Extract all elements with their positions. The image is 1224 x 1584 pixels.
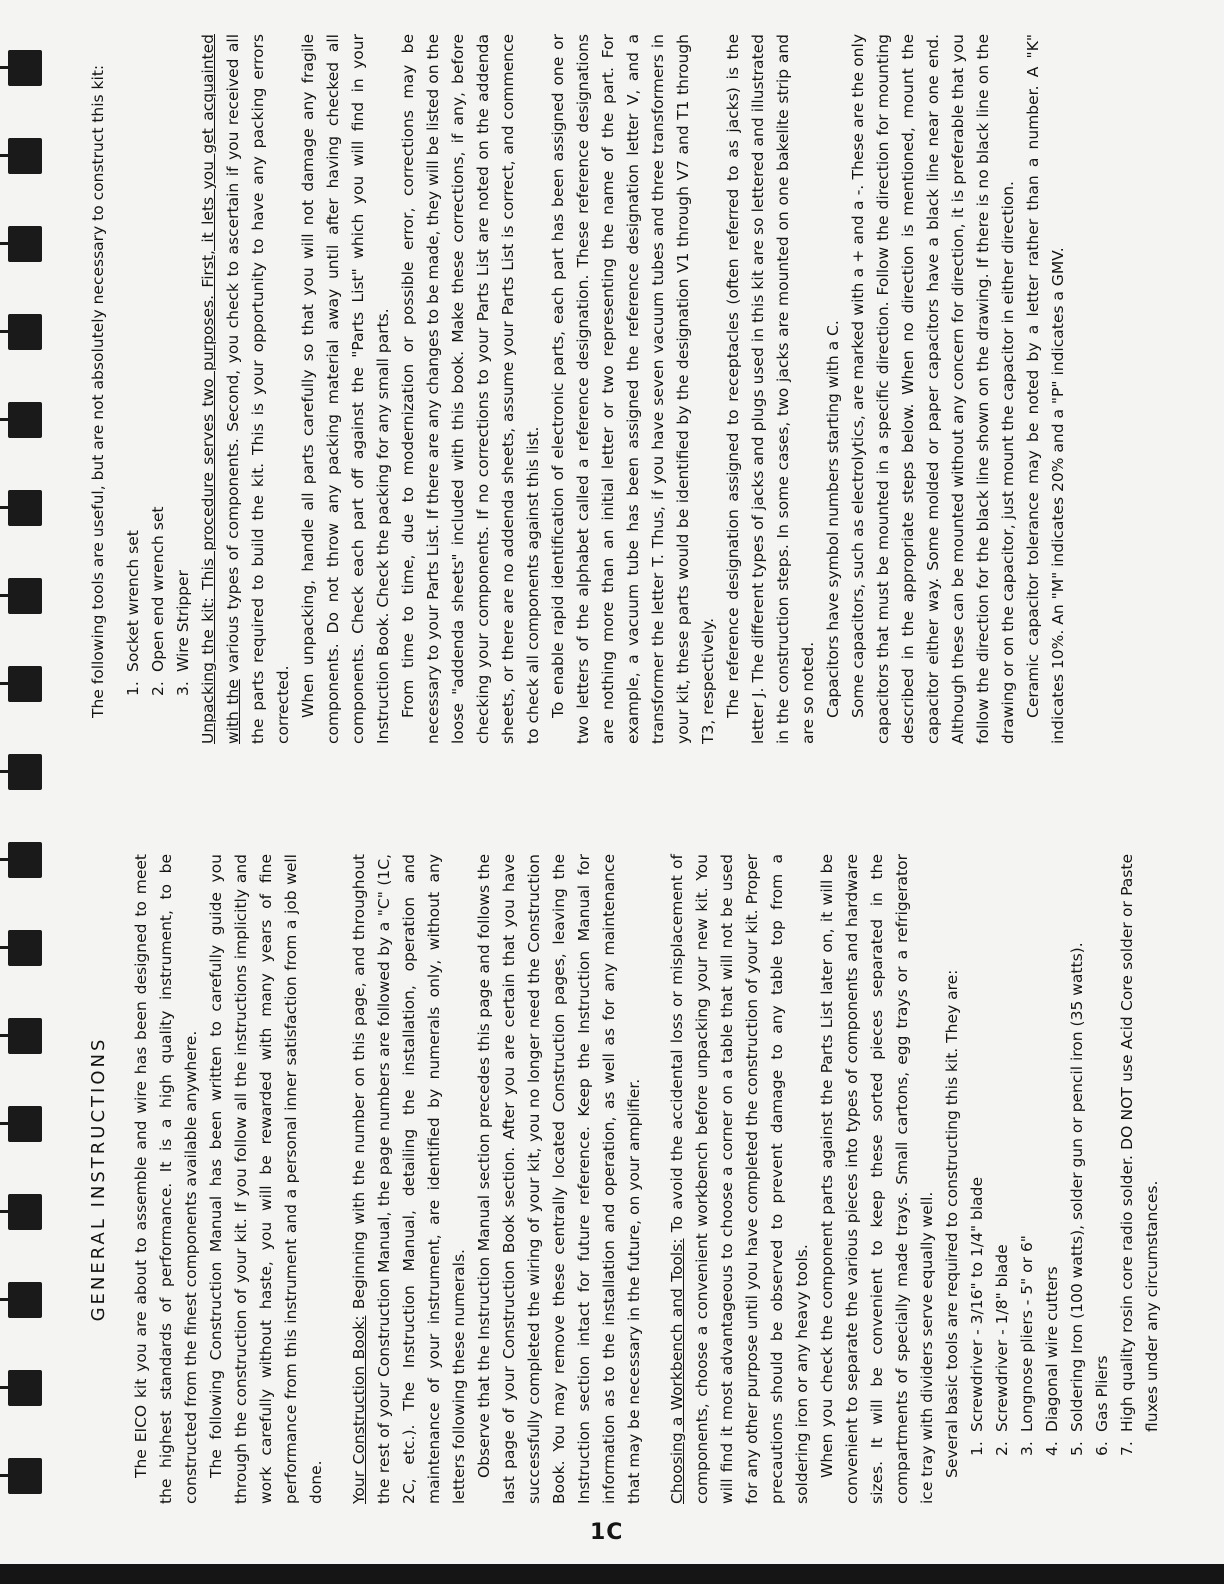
basic-tools-list [965,854,1165,1504]
list-text: Soldering Iron (100 watts), solder gun or pencil iron (35 watts). [1068,942,1086,1432]
binder-hole [8,1194,42,1230]
list-number: 7. [1118,1441,1136,1456]
list-text: Wire Stripper [174,570,192,672]
jacks-paragraph: The reference designation assigned to receptacles (often referred to as jacks) is the letter J. The different types of jacks and plugs used in this kit are so lettered and illustrated in the construction steps. In some cases, two jacks are mounted on one bakelite strip and are so noted. [724,34,817,744]
basic-tools-intro: Several basic tools are required to constructing this kit. They are: [943,969,961,1478]
unpacking-underlined-text: This procedure serves two purposes. First, it lets you get acquainted with the [199,34,242,744]
binder-hole [8,578,42,614]
binder-hole [8,930,42,966]
list-text: Open end wrench set [149,506,167,672]
manual-paragraph: The following Construction Manual has been written to carefully guide you through the construction of your kit. If you follow all the instructions implicitly and work carefully without haste, you will be rewarded with many years of fine performance from this instrument and a personal inner satisfaction from a job well done. [207,854,325,1504]
useful-tools-list [121,34,196,744]
list-number: 3. [174,681,192,696]
list-item [171,34,196,744]
construction-book-text: Beginning with the number on this page, and throughout the rest of your Construction Manual, the page numbers are followed by a "C" (1C, 2C, etc.). The Instruction Manual, detailing the installation, operation and maintenance of your instrument, are identified by numerals only, without any letters following these numerals. [350,854,468,1504]
list-number: 3. [1018,1441,1036,1456]
list-item [1065,854,1090,1504]
right-column [86,34,1071,744]
list-text: Screwdriver - 1/8" blade [993,1244,1011,1432]
list-item [965,854,990,1504]
list-number: 6. [1093,1441,1111,1456]
list-number: 1. [124,681,142,696]
list-text: Screwdriver - 3/16" to 1/4" blade [968,1176,986,1432]
binder-holes [0,0,44,1584]
workbench-paragraph [665,854,815,1504]
list-number: 4. [1043,1441,1061,1456]
unpacking-paragraph [196,34,296,744]
binder-hole [8,50,42,86]
addenda-paragraph: From time to time, due to modernization or possible error, corrections may be necessary to your Parts List. If there are any changes to be made, they will be listed on the loose "addenda sheets" included with this book. Make these corrections, if any, before checking your components. If no corrections to your Parts List are noted on the addenda sheets, or there are no addenda sheets, assume your Parts List is correct, and commence to check all components against this list. [399,34,542,744]
binder-hole [8,1458,42,1494]
binder-hole [8,314,42,350]
binder-hole [8,402,42,438]
binder-hole [8,138,42,174]
list-text: Longnose pliers - 5" or 6" [1018,1235,1036,1432]
binder-hole [8,666,42,702]
binder-hole [8,754,42,790]
ceramic-tolerance-paragraph: Ceramic capacitor tolerance may be noted by a letter rather than a number. A "K" indicates 10%. An "M" indicates 20% and a "P" indicates a GMV. [1024,34,1067,744]
list-number: 2. [993,1441,1011,1456]
page-title: GENERAL INSTRUCTIONS [88,1036,109,1322]
binder-hole [8,490,42,526]
binder-hole [8,1018,42,1054]
capacitor-direction-paragraph: Some capacitors, such as electrolytics, are marked with a + and a -. These are the only capacitors that must be mounted in a specific direction. Follow the direction for mounting described in the appropriate steps below. When no direction is mentioned, mount the capacitor either way. Some molded or paper capacitors have a black line near one end. Although these can be mounted without any concern for direction, it is preferable that you follow the direction for the black line shown on the drawing. If there is no black line on the drawing or on the capacitor, just mount the capacitor in either direction. [849,34,1017,744]
rotated-page-content [86,24,1216,1504]
list-text: Diagonal wire cutters [1043,1266,1061,1432]
capacitor-symbol-paragraph: Capacitors have symbol numbers starting with a C. [824,320,842,718]
list-item [1115,854,1165,1504]
parts-sorting-paragraph: When you check the component parts against the Parts List later on, it will be convenient to separate the various pieces into types of components and hardware sizes. It will be convenient to keep these sorted pieces separated in the compartments of specially made trays. Small cartons, egg trays or a refrigerator ice tray with dividers serve equally well. [818,854,936,1504]
intro-paragraph: The EICO kit you are about to assemble and wire has been designed to meet the highest standards of performance. It is a high quality instrument, to be constructed from the finest components available anywhere. [132,854,200,1504]
handling-paragraph: When unpacking, handle all parts carefully so that you will not damage any fragile components. Do not throw any packing material away until after having checked all components. Check each part off against the "Parts List" which you will find in your Instruction Book. Check the packing for any small parts. [299,34,392,744]
page-number: 1C [590,1520,624,1545]
bottom-border [0,1564,1224,1584]
list-item [1090,854,1115,1504]
unpacking-label: Unpacking the kit: [199,597,217,744]
construction-book-paragraph [347,854,472,1504]
list-text: High quality rosin core radio solder. DO NOT use Acid Core solder or Paste fluxes under any circumstances. [1118,854,1161,1432]
list-number: 2. [149,681,167,696]
workbench-text: To avoid the accidental loss or misplacement of components, choose a convenient workbench before unpacking your new kit. You will find it most advantageous to choose a corner on a table that will not be used for any other purpose until you have completed the construction of your kit. Proper precautions should be observed to prevent damage to any table top from a soldering iron or any heavy tools. [668,854,811,1504]
binder-hole [8,842,42,878]
list-item [990,854,1015,1504]
list-item [1040,854,1065,1504]
binder-hole [8,1370,42,1406]
list-number: 1. [968,1441,986,1456]
construction-book-label: Your Construction Book: [350,1315,368,1504]
binder-hole [8,1106,42,1142]
list-text: Socket wrench set [124,530,142,672]
left-column [86,854,1165,1504]
binder-hole [8,226,42,262]
instruction-section-paragraph: Observe that the Instruction Manual section precedes this page and follows the last page of your Construction Book section. After you are certain that you have successfully completed the wiring of your kit, you no longer need the Construction Book. You may remove these centrally located Construction pages, leaving the Instruction section intact for future reference. Keep the Instruction Manual for information as to the installation and operation, as well as for any maintenance that may be necessary in the future, on your amplifier. [475,854,643,1504]
unpacking-text: various types of components. Second, you check to ascertain if you received all the parts required to build the kit. This is your opportunity to have any packing errors corrected. [224,34,292,744]
reference-designation-paragraph: To enable rapid identification of electronic parts, each part has been assigned one or two letters of the alphabet called a reference designation. These reference designations are nothing more than an initial letter or two representing the name of the part. For example, a vacuum tube has been assigned the reference designation letter V, and a transformer the letter T. Thus, if you have seven vacuum tubes and three transformers in your kit, these parts would be identified by the designation V1 through V7 and T1 through T3, respectively. [549,34,717,744]
list-number: 5. [1068,1441,1086,1456]
list-item [121,34,146,744]
list-item [1015,854,1040,1504]
list-item [146,34,171,744]
binder-hole [8,1282,42,1318]
useful-tools-intro: The following tools are useful, but are not absolutely necessary to construct this kit: [89,64,107,718]
workbench-label: Choosing a Workbench and Tools: [668,1238,686,1504]
list-text: Gas Pliers [1093,1355,1111,1432]
